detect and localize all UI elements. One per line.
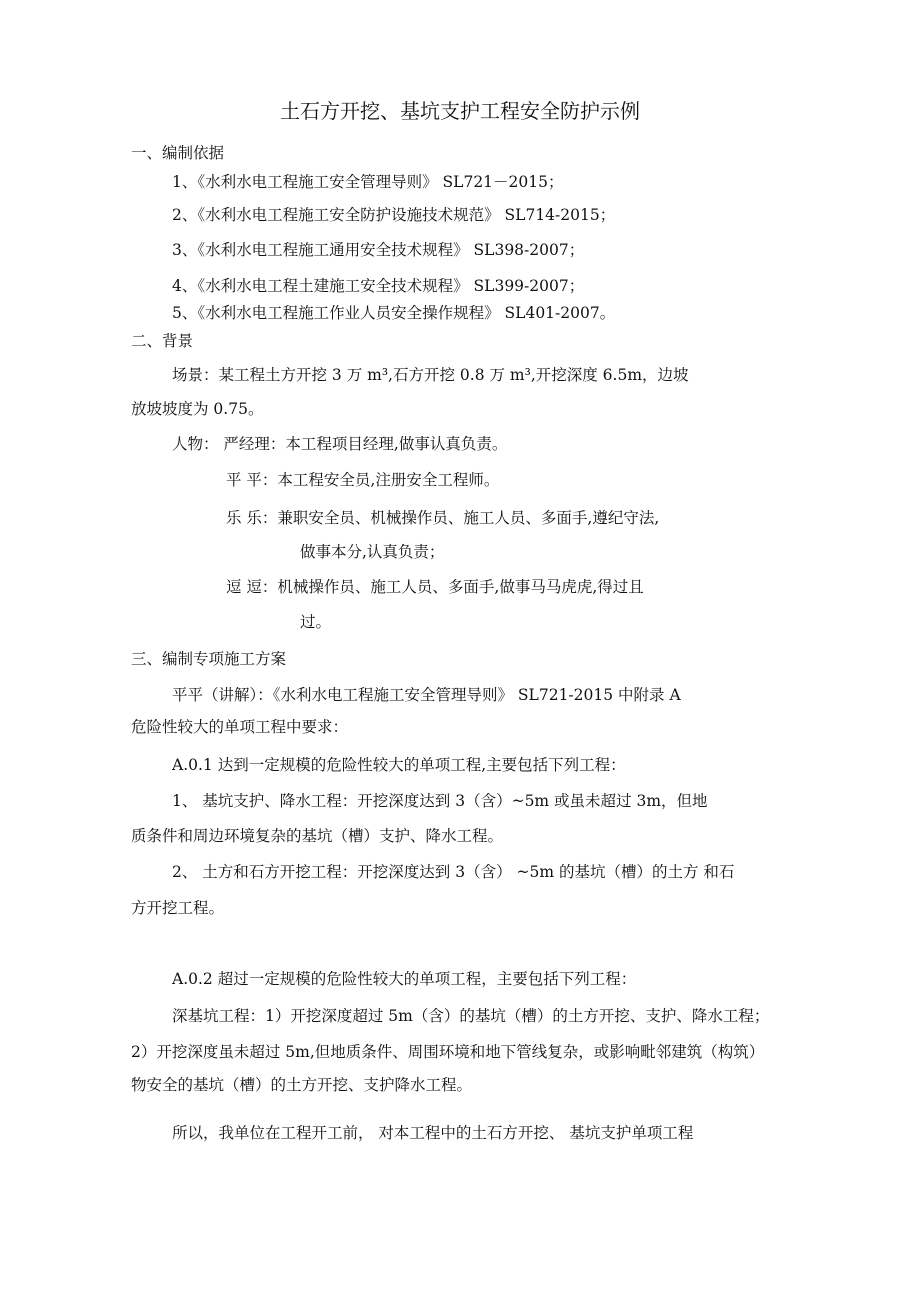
a01-item-1-line-2: 质条件和周边环境复杂的基坑（槽）支护、降水工程。 [131, 827, 504, 845]
section-heading-background: 二、背景 [131, 332, 194, 350]
person-lele: 乐 乐：兼职安全员、机械操作员、施工人员、多面手,遵纪守法, [226, 509, 660, 527]
deep-pit-line-3: 物安全的基坑（槽）的土方开挖、支护降水工程。 [131, 1076, 473, 1094]
person-yan: 人物： 严经理：本工程项目经理,做事认真负责。 [172, 435, 508, 453]
section-heading-basis: 一、编制依据 [131, 144, 225, 162]
basis-item-3: 3、《水利水电工程施工通用安全技术规程》 SL398-2007； [172, 241, 585, 259]
section-heading-plan: 三、编制专项施工方案 [131, 650, 287, 668]
deep-pit-line-1: 深基坑工程：1）开挖深度超过 5m（含）的基坑（槽）的土方开挖、支护、降水工程； [172, 1007, 770, 1025]
basis-item-5: 5、《水利水电工程施工作业人员安全操作规程》 SL401-2007。 [172, 304, 616, 322]
basis-item-1: 1、《水利水电工程施工安全管理导则》 SL721－2015； [172, 173, 564, 191]
scene-line-1: 场景：某工程土方开挖 3 万 m³,石方开挖 0.8 万 m³,开挖深度 6.5m，边坡 [172, 366, 689, 384]
person-doudou: 逗 逗：机械操作员、施工人员、多面手,做事马马虎虎,得过且 [226, 578, 644, 596]
clause-a02: A.0.2 超过一定规模的危险性较大的单项工程，主要包括下列工程： [172, 970, 637, 988]
explain-line-2: 危险性较大的单项工程中要求： [131, 718, 349, 736]
basis-item-4: 4、《水利水电工程土建施工安全技术规程》 SL399-2007； [172, 277, 585, 295]
person-doudou-cont: 过。 [300, 613, 332, 631]
a01-item-2-line-1: 2、 土方和石方开挖工程：开挖深度达到 3（含） ~5m 的基坑（槽）的土方 和石 [172, 863, 735, 881]
conclusion-line: 所以，我单位在工程开工前， 对本工程中的土石方开挖、 基坑支护单项工程 [172, 1124, 694, 1142]
a01-item-2-line-2: 方开挖工程。 [131, 899, 225, 917]
basis-item-2: 2、《水利水电工程施工安全防护设施技术规范》 SL714-2015； [172, 206, 616, 224]
scene-line-2: 放坡坡度为 0.75。 [131, 400, 264, 418]
clause-a01: A.0.1 达到一定规模的危险性较大的单项工程,主要包括下列工程： [172, 756, 626, 774]
person-pingping: 平 平：本工程安全员,注册安全工程师。 [226, 471, 500, 489]
a01-item-1-line-1: 1、 基坑支护、降水工程：开挖深度达到 3（含）~5m 或虽未超过 3m，但地 [172, 792, 708, 810]
person-lele-cont: 做事本分,认真负责； [300, 543, 445, 561]
explain-line-1: 平平（讲解）：《水利水电工程施工安全管理导则》 SL721-2015 中附录 A [172, 686, 681, 704]
document-title: 土石方开挖、基坑支护工程安全防护示例 [280, 99, 640, 123]
deep-pit-line-2: 2）开挖深度虽未超过 5m,但地质条件、周围环境和地下管线复杂，或影响毗邻建筑（构筑） [131, 1043, 765, 1061]
